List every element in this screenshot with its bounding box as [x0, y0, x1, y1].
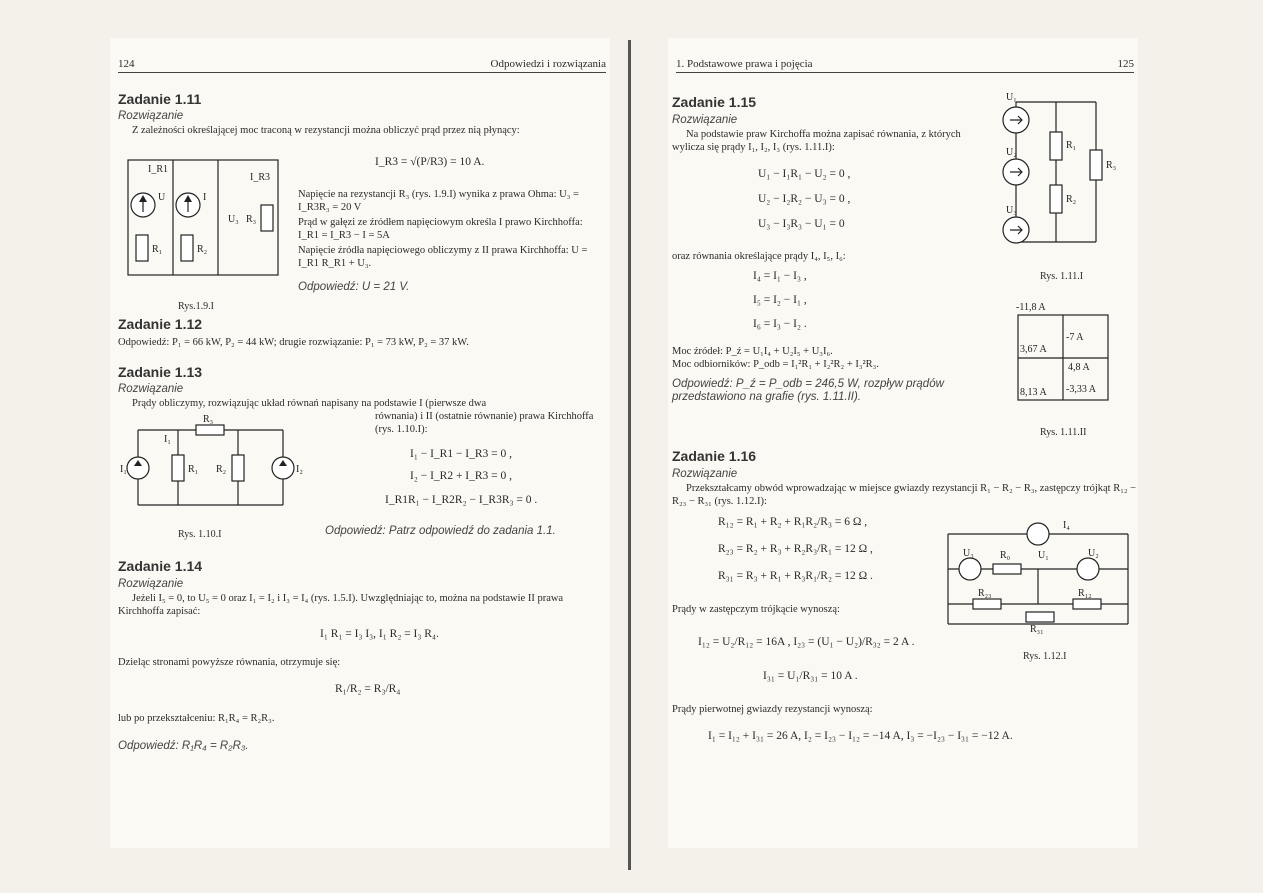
svg-text:R₁₂: R₁₂ — [1078, 588, 1092, 599]
equation-1-14-fraction: R₁/R₂ = R₃/R₄ — [335, 683, 401, 695]
svg-text:I₁: I₁ — [164, 434, 171, 445]
equation-1-15-2: U₂ − I₂R₂ − U₃ = 0 , — [758, 193, 851, 205]
equation-1-16-1: R₁₂ = R₁ + R₂ + R₁R₂/R₃ = 6 Ω , — [718, 516, 868, 528]
equation-1-16-2: R₂₃ = R₂ + R₃ + R₂R₃/R₁ = 12 Ω , — [718, 543, 873, 555]
svg-text:U₂: U₂ — [1088, 548, 1099, 559]
equation-1-14-1: I₁ R₁ = I₃ I₃, I₁ R₂ = I₃ R₄. — [320, 628, 439, 640]
task-1-15-power-sources: Moc źródeł: P_ź = U₁I₄ + U₂I₅ + U₃I₆. — [672, 346, 833, 357]
task-1-16-title: Zadanie 1.16 — [672, 448, 757, 464]
svg-text:R₃₁: R₃₁ — [1030, 624, 1044, 634]
svg-text:R₀: R₀ — [1000, 550, 1011, 561]
equation-1-15-1: U₁ − I₁R₁ − U₂ = 0 , — [758, 168, 851, 180]
task-1-14-text-3: lub po przekształceniu: R₁R₄ = R₂R₃. — [118, 713, 275, 724]
equation-1-15-5: I₅ = I₂ − I₁ , — [753, 294, 807, 306]
figure-caption-1-11-ii: Rys. 1.11.II — [1040, 427, 1087, 438]
svg-text:R₁: R₁ — [1066, 140, 1077, 151]
running-header: Odpowiedzi i rozwiązania — [490, 58, 606, 70]
circuit-diagram-1-12 — [938, 514, 1138, 634]
left-page — [110, 38, 610, 848]
equation-1-16-6: I₁ = I₁₂ + I₃₁ = 26 A, I₂ = I₂₃ − I₁₂ = −14 A, I₃ = −I₂₃ − I₃₁ = −12 A. — [708, 730, 1013, 742]
svg-text:R₃: R₃ — [203, 414, 214, 425]
svg-text:R₂: R₂ — [216, 464, 227, 475]
task-1-15-power-loads: Moc odbiorników: P_odb = I₁²R₁ + I₂²R₂ + I₃²R₃. — [672, 359, 879, 370]
svg-text:I_R1: I_R1 — [148, 164, 168, 175]
svg-text:R₃: R₃ — [1106, 160, 1117, 171]
task-1-13-intro-3: (rys. 1.10.I): — [375, 424, 428, 435]
svg-text:I: I — [203, 192, 207, 203]
task-1-14-title: Zadanie 1.14 — [118, 558, 203, 574]
task-1-16-subtitle: Rozwiązanie — [672, 468, 738, 480]
task-1-13-answer: Odpowiedź: Patrz odpowiedź do zadania 1.1. — [325, 525, 556, 537]
equation-1-16-3: R₃₁ = R₃ + R₁ + R₃R₁/R₂ = 12 Ω . — [718, 570, 873, 582]
book-spine — [628, 40, 631, 870]
task-1-15-intro: Na podstawie praw Kirchoffa można zapisać równania, z których wylicza się prądy I₁, I₂, I₃ (rys. 1.11.I): — [672, 129, 961, 153]
right-page-header — [676, 58, 1134, 73]
figure-caption-1-9: Rys.1.9.I — [178, 301, 214, 312]
current-graph-1-11 — [1008, 300, 1118, 410]
circuit-diagram-1-9 — [118, 150, 288, 285]
task-1-14-text-2: Dzieląc stronami powyższe równania, otrzymuje się: — [118, 657, 341, 668]
svg-text:R₂₃: R₂₃ — [978, 588, 992, 599]
task-1-13-intro-2: równania) i II (ostatnie równanie) prawa Kirchhoffa — [375, 411, 594, 422]
equation-1-13-2: I₂ − I_R2 + I_R3 = 0 , — [410, 470, 513, 482]
svg-text:R₂: R₂ — [197, 244, 208, 255]
svg-text:R₃: R₃ — [246, 214, 257, 225]
equation-1-16-4: I₁₂ = U₂/R₁₂ = 16A , I₂₃ = (U₁ − U₂)/R₃₂ = 2 A . — [698, 636, 915, 648]
figure-caption-1-10: Rys. 1.10.I — [178, 529, 222, 540]
svg-text:U₃: U₃ — [228, 214, 239, 225]
equation-1-15-3: U₃ − I₃R₃ − U₁ = 0 — [758, 218, 845, 230]
svg-text:-7 A: -7 A — [1066, 332, 1084, 343]
right-page — [668, 38, 1138, 848]
svg-text:U₁: U₁ — [1038, 550, 1049, 561]
task-1-16-intro: Przekształcamy obwód wprowadzając w miejsce gwiazdy rezystancji R₁ − R₂ − R₃, zastępczy trójkąt R₁₂ − R₂₃ − R₃₁ (rys. 1.12.I): — [672, 483, 1137, 507]
figure-caption-1-11-i: Rys. 1.11.I — [1040, 271, 1084, 282]
svg-text:I_R3: I_R3 — [250, 172, 270, 183]
svg-text:U₃: U₃ — [963, 548, 974, 559]
task-1-11-answer: Odpowiedź: U = 21 V. — [298, 281, 410, 293]
task-1-15-subtitle: Rozwiązanie — [672, 114, 738, 126]
task-1-13-subtitle: Rozwiązanie — [118, 383, 184, 395]
task-1-11-title: Zadanie 1.11 — [118, 91, 202, 107]
circuit-diagram-1-11 — [986, 90, 1131, 260]
svg-text:-3,33 A: -3,33 A — [1066, 384, 1096, 395]
svg-text:U₁: U₁ — [1006, 92, 1017, 103]
svg-text:R₂: R₂ — [1066, 194, 1077, 205]
task-1-13-title: Zadanie 1.13 — [118, 364, 203, 380]
task-1-14-text-1: Jeżeli I₅ = 0, to U₅ = 0 oraz I₁ = I₂ i I₃ = I₄ (rys. 1.5.I). Uwzględniając to, można na podstawie II prawa Kirchhoffa zapisać: — [118, 593, 564, 617]
svg-text:I₄: I₄ — [1063, 520, 1070, 531]
svg-text:I₂: I₂ — [296, 464, 303, 475]
task-1-12-answer: Odpowiedź: P₁ = 66 kW, P₂ = 44 kW; drugie rozwiązanie: P₁ = 73 kW, P₂ = 37 kW. — [118, 337, 469, 348]
task-1-11-text-3: Napięcie źródła napięciowego obliczymy z II prawa Kirchhoffa: U = I_R1 R_R1 + U₃. — [298, 245, 588, 269]
task-1-11-intro: Z zależności określającej moc traconą w rezystancji można obliczyć prąd przez nią płynący: — [132, 125, 520, 136]
svg-text:3,67 A: 3,67 A — [1020, 344, 1047, 355]
task-1-15-mid: oraz równania określające prądy I₄, I₅, I₆: — [672, 251, 846, 262]
svg-text:8,13 A: 8,13 A — [1020, 387, 1047, 398]
task-1-14-subtitle: Rozwiązanie — [118, 578, 184, 590]
task-1-13-intro-1: Prądy obliczymy, rozwiązując układ równań napisany na podstawie I (pierwsze dwa — [132, 398, 487, 409]
left-page-header — [118, 58, 606, 73]
svg-text:U₂: U₂ — [1006, 147, 1017, 158]
running-header: 1. Podstawowe prawa i pojęcia — [676, 58, 813, 70]
svg-text:R₁: R₁ — [188, 464, 199, 475]
task-1-14-answer: Odpowiedź: R₁R₄ = R₂R₃. — [118, 740, 249, 752]
task-1-15-answer: Odpowiedź: P_ź = P_odb = 246,5 W, rozpływ prądów przedstawiono na grafie (rys. 1.11.II). — [672, 378, 944, 403]
equation-1-16-5: I₃₁ = U₁/R₃₁ = 10 A . — [763, 670, 858, 682]
equation-1-15-6: I₆ = I₃ − I₂ . — [753, 318, 807, 330]
task-1-16-text-1: Prądy w zastępczym trójkącie wynoszą: — [672, 604, 840, 615]
task-1-12-title: Zadanie 1.12 — [118, 316, 203, 332]
page-number: 124 — [118, 58, 135, 70]
svg-text:I₁: I₁ — [120, 464, 127, 475]
circuit-diagram-1-10 — [118, 410, 308, 515]
formula-i-r3: I_R3 = √(P/R3) = 10 A. — [375, 156, 485, 168]
task-1-15-title: Zadanie 1.15 — [672, 94, 757, 110]
svg-text:-11,8 A: -11,8 A — [1016, 302, 1046, 313]
svg-text:4,8 A: 4,8 A — [1068, 362, 1090, 373]
task-1-11-subtitle: Rozwiązanie — [118, 110, 184, 122]
svg-text:U₃: U₃ — [1006, 205, 1017, 216]
task-1-11-text-2: Prąd w gałęzi ze źródłem napięciowym określa I prawo Kirchhoffa: I_R1 = I_R3 − I = 5A — [298, 217, 583, 241]
equation-1-15-4: I₄ = I₁ − I₃ , — [753, 270, 807, 282]
task-1-11-text-1: Napięcie na rezystancji R₃ (rys. 1.9.I) wynika z prawa Ohma: U₃ = I_R3R₃ = 20 V — [298, 189, 579, 213]
equation-1-13-1: I₁ − I_R1 − I_R3 = 0 , — [410, 448, 513, 460]
task-1-16-text-2: Prądy pierwotnej gwiazdy rezystancji wynoszą: — [672, 704, 873, 715]
equation-1-13-3: I_R1R₁ − I_R2R₂ − I_R3R₃ = 0 . — [385, 494, 538, 506]
page-number: 125 — [1117, 58, 1134, 70]
figure-caption-1-12: Rys. 1.12.I — [1023, 651, 1067, 662]
svg-text:R₁: R₁ — [152, 244, 163, 255]
svg-text:U: U — [158, 192, 166, 203]
